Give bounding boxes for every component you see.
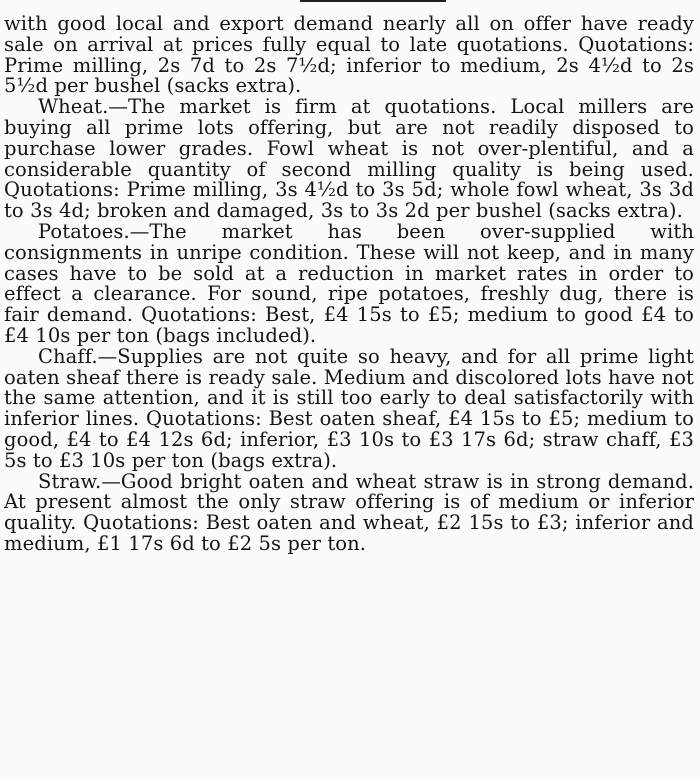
oats-paragraph: with good local and export demand nearly all on offer have ready sale on arrival at prices fully equal to late quotations. Quotations: Prime milling, 2s 7d to 2s 7½d; inferior to medium, 2s 4½d to 2s 5½d per bushel (sacks extra).	[4, 12, 694, 98]
column-top-rule	[300, 0, 446, 2]
potatoes-paragraph: Potatoes.—The market has been over-supplied with consignments in unripe condition. These will not keep, and in many cases have to be sold at a reduction in market rates in order to effect a clearance. For sound, ripe potatoes, freshly dug, there is fair demand. Quotations: Best, £4 15s to £5; medium to good £4 to £4 10s per ton (bags included).	[4, 219, 694, 347]
market-report-article	[4, 14, 694, 555]
wheat-paragraph: Wheat.—The market is firm at quotations. Local millers are buying all prime lots offering, but are not readily disposed to purchase lower grades. Fowl wheat is not over-plentiful, and a considerable quantity of second milling quality is being used. Quotations: Prime milling, 3s 4½d to 3s 5d; whole fowl wheat, 3s 3d to 3s 4d; broken and damaged, 3s to 3s 2d per bushel (sacks extra).	[4, 95, 694, 223]
chaff-paragraph: Chaff.—Supplies are not quite so heavy, and for all prime light oaten sheaf there is ready sale. Medium and discolored lots have not the same attention, and it is still too early to deal satisfactorily with inferior lines. Quotations: Best oaten sheaf, £4 15s to £5; medium to good, £4 to £4 12s 6d; inferior, £3 10s to £3 17s 6d; straw chaff, £3 5s to £3 10s per ton (bags extra).	[4, 344, 694, 472]
straw-paragraph: Straw.—Good bright oaten and wheat straw is in strong demand. At present almost the only straw offering is of medium or inferior quality. Quotations: Best oaten and wheat, £2 15s to £3; inferior and medium, £1 17s 6d to £2 5s per ton.	[4, 469, 694, 555]
